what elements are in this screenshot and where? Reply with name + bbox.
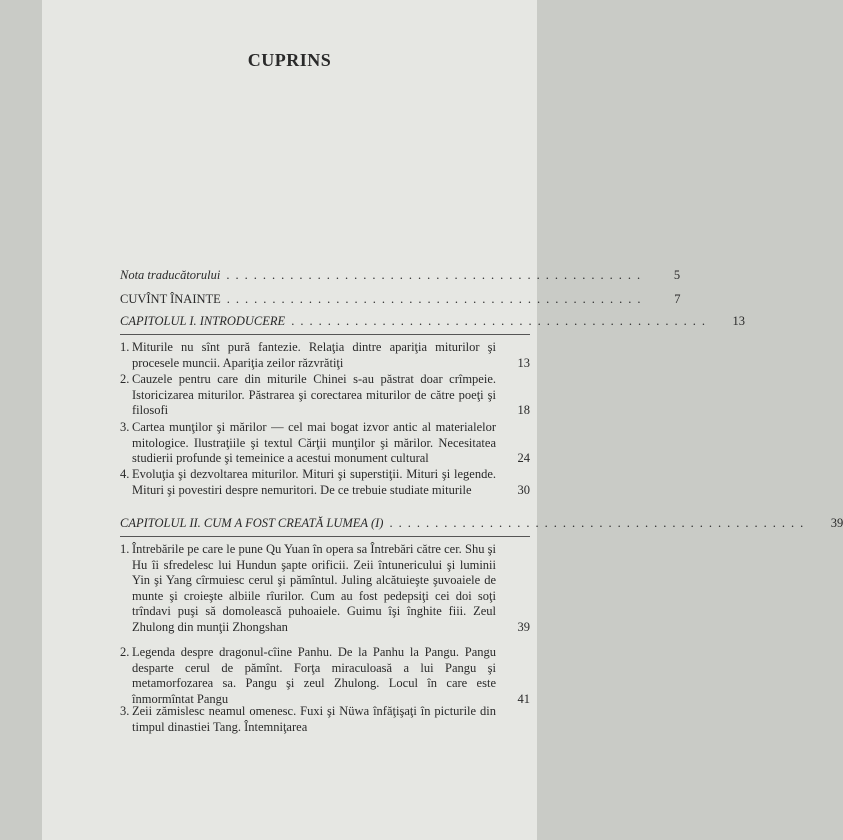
entry-label: Nota traducătorului <box>120 268 221 282</box>
item-number: 2. <box>120 645 130 659</box>
item-number: 4. <box>120 467 130 481</box>
item-number: 1. <box>120 542 130 556</box>
item-number: 1. <box>120 340 130 354</box>
dot-leader: .............................................. <box>291 314 711 328</box>
item-page: 13 <box>517 355 530 370</box>
item-text: Zeii zămislesc neamul omenesc. Fuxi şi Nüwa înfăţişaţi în picturile din timpul dinastiei Tang. Întemniţarea <box>132 704 496 734</box>
toc-entry-translator-note <box>120 268 681 284</box>
item-number: 2. <box>120 372 130 386</box>
item-text: Cartea munţilor şi mărilor — cel mai bogat izvor antic al materialelor mitologice. Ilustraţiile şi textul Cărţii munţilor şi mărilor. Necesitatea studierii profunde şi temeinice a acestui monument cultural <box>132 420 496 465</box>
item-page: 41 <box>517 691 530 706</box>
item-text: Întrebările pe care le pune Qu Yuan în opera sa Întrebări către cer. Shu şi Hu îi sfredelesc lui Hundun şapte orificii. Zeii întunericului şi luminii Yin şi Yang cîrmuiesc cerul şi pămîntul. Juling alcătuieşte şuvoaiele de munte şi croieşte albiile rîurilor. Cum au fost pedepsiţi cei doi soţi trîndavi puşi să domolească puhoaiele. Guimu îşi înghite fiii. Zeul Zhulong din munţii Zhongshan <box>132 542 496 634</box>
chapter-label: CAPITOLUL II. CUM A FOST CREATĂ LUMEA (I) <box>120 516 384 530</box>
item-text: Miturile nu sînt pură fantezie. Relaţia dintre apariţia miturilor şi procesele muncii. Apariţia zeilor răzvrătiţi <box>132 340 496 370</box>
item-text: Legenda despre dragonul-cîine Panhu. De la Panhu la Pangu. Pangu desparte cerul de pămînt. Forţa miraculoasă a lui Pangu şi metamorfozarea sa. Pangu şi zeul Zhulong. Locul în care este înmormîntat Pangu <box>132 645 496 706</box>
toc-item <box>120 372 530 419</box>
dot-leader: .............................................. <box>226 292 647 306</box>
dot-leader: .............................................. <box>226 268 647 282</box>
toc-item <box>120 645 530 707</box>
toc-item <box>120 467 530 498</box>
toc-entry-foreword <box>120 292 681 308</box>
chapter-rule <box>120 536 530 537</box>
toc-item <box>120 704 530 735</box>
item-text: Evoluţia şi dezvoltarea miturilor. Mituri şi superstiţii. Mituri şi legende. Mituri şi povestiri despre nemuritori. De ce trebuie studiate miturile <box>132 467 496 497</box>
toc-item <box>120 420 530 467</box>
toc-chapter-2 <box>120 516 843 532</box>
item-number: 3. <box>120 420 130 434</box>
book-page <box>42 0 843 840</box>
item-page: 24 <box>517 451 530 465</box>
chapter-page: 13 <box>732 314 745 328</box>
chapter-rule <box>120 334 530 335</box>
item-text: Cauzele pentru care din miturile Chinei s-au păstrat doar crîmpeie. Istoricizarea miturilor. Păstrarea şi corectarea miturilor de către poeţi şi filosofi <box>132 372 496 417</box>
entry-page: 5 <box>673 268 681 282</box>
toc-item <box>120 542 530 635</box>
toc-item <box>120 340 530 371</box>
chapter-page: 39 <box>830 516 843 530</box>
chapter-label: CAPITOLUL I. INTRODUCERE <box>120 314 286 328</box>
item-page: 18 <box>517 403 530 417</box>
toc-chapter-1 <box>120 314 745 330</box>
item-page: 30 <box>517 482 530 497</box>
entry-page: 7 <box>674 292 681 306</box>
dot-leader: .............................................. <box>389 516 810 530</box>
item-number: 3. <box>120 704 130 718</box>
page-title: CUPRINS <box>247 50 332 70</box>
item-page: 39 <box>517 619 530 634</box>
entry-label: CUVÎNT ÎNAINTE <box>120 292 221 306</box>
